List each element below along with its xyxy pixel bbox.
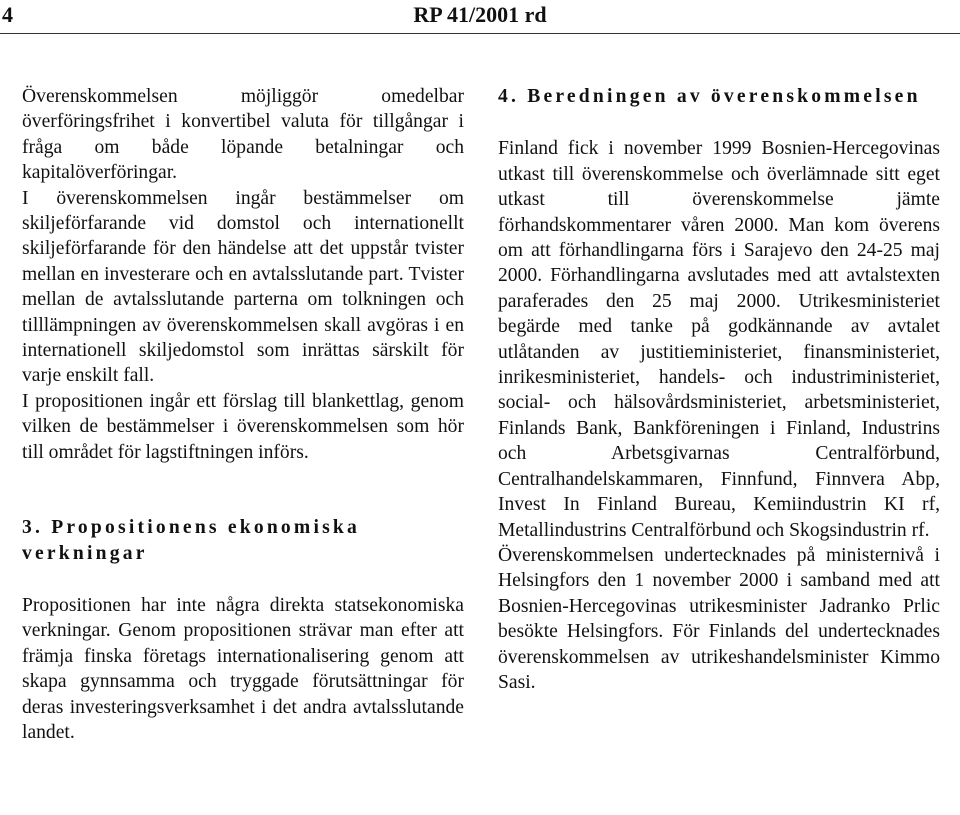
page-number: 4 (2, 2, 13, 27)
right-column (498, 84, 940, 695)
spacer (498, 109, 940, 136)
spacer (22, 465, 464, 515)
spacer (22, 566, 464, 593)
paragraph-blanket-law: I propositionen ingår ett förslag till blankettlag, genom vilken de bestämmelser i överenskommelsen som hör till området för lagstiftningen införs. (22, 390, 464, 463)
paragraph-arbitration: I överenskommelsen ingår bestämmelser om skiljeförfarande vid domstol och internationellt skiljeförfarande för den händelse att det uppstår tvister mellan en investerare och en avtalsslutande part. Tvister mellan de avtalsslutande parterna om tolkningen och tilllämpningen av överenskommelsen skall avgöras i en internationell skiljedomstol som inrättas särskilt för varje enskilt fall. (22, 187, 464, 387)
running-title: RP 41/2001 rd (413, 2, 547, 27)
paragraph-signing: Överenskommelsen undertecknades på ministernivå i Helsingfors den 1 november 2000 i samband med att Bosnien-Hercegovinas utrikesminister Jadranko Prlic besökte Helsingfors. För Finlands del undertecknades överenskommelsen av utrikeshandelsminister Kimmo Sasi. (498, 544, 940, 693)
paragraph-transfer-freedom: Överenskommelsen möjliggör omedelbar överföringsfrihet i konvertibel valuta för tillgångar i fråga om både löpande betalningar och kapitalöverföringar. (22, 86, 464, 184)
section-heading-economic-effects: 3. Propositionens ekonomiska verkningar (22, 517, 361, 564)
section-heading-preparation: 4. Beredningen av överenskommelsen (498, 86, 921, 107)
paragraph-preparation: Finland fick i november 1999 Bosnien-Hercegovinas utkast till överenskommelse och överlämnade sitt eget utkast till överenskommelse jämte förhandskommentarer våren 2000. Man kom överens om att förhandlingarna förs i Sarajevo den 24-25 maj 2000. Förhandlingarna avslutades med att avtalstexten paraferades den 25 maj 2000. Utrikesministeriet begärde med tanke på godkännande av avtalet utlåtanden av justitieministeriet, finansministeriet, inrikesministeriet, handels- och industriministeriet, social- och hälsovårdsministeriet, arbetsministeriet, Finlands Bank, Bankföreningen i Finland, Industrins och Arbetsgivarnas Centralförbund, Centralhandelskammaren, Finnfund, Finnvera Abp, Invest In Finland Bureau, Kemiindustrin KI rf, Metallindustrins Centralförbund och Skogsindustrin rf. (498, 138, 940, 541)
page-header (0, 0, 960, 40)
left-column (22, 84, 464, 745)
header-rule (0, 33, 960, 34)
paragraph-economic-effects: Propositionen har inte några direkta statsekonomiska verkningar. Genom propositionen strävar man efter att främja finska företags internationalisering genom att skapa gynnsamma och tryggade förutsättningar för deras investeringsverksamhet i det andra avtalsslutande landet. (22, 594, 464, 743)
